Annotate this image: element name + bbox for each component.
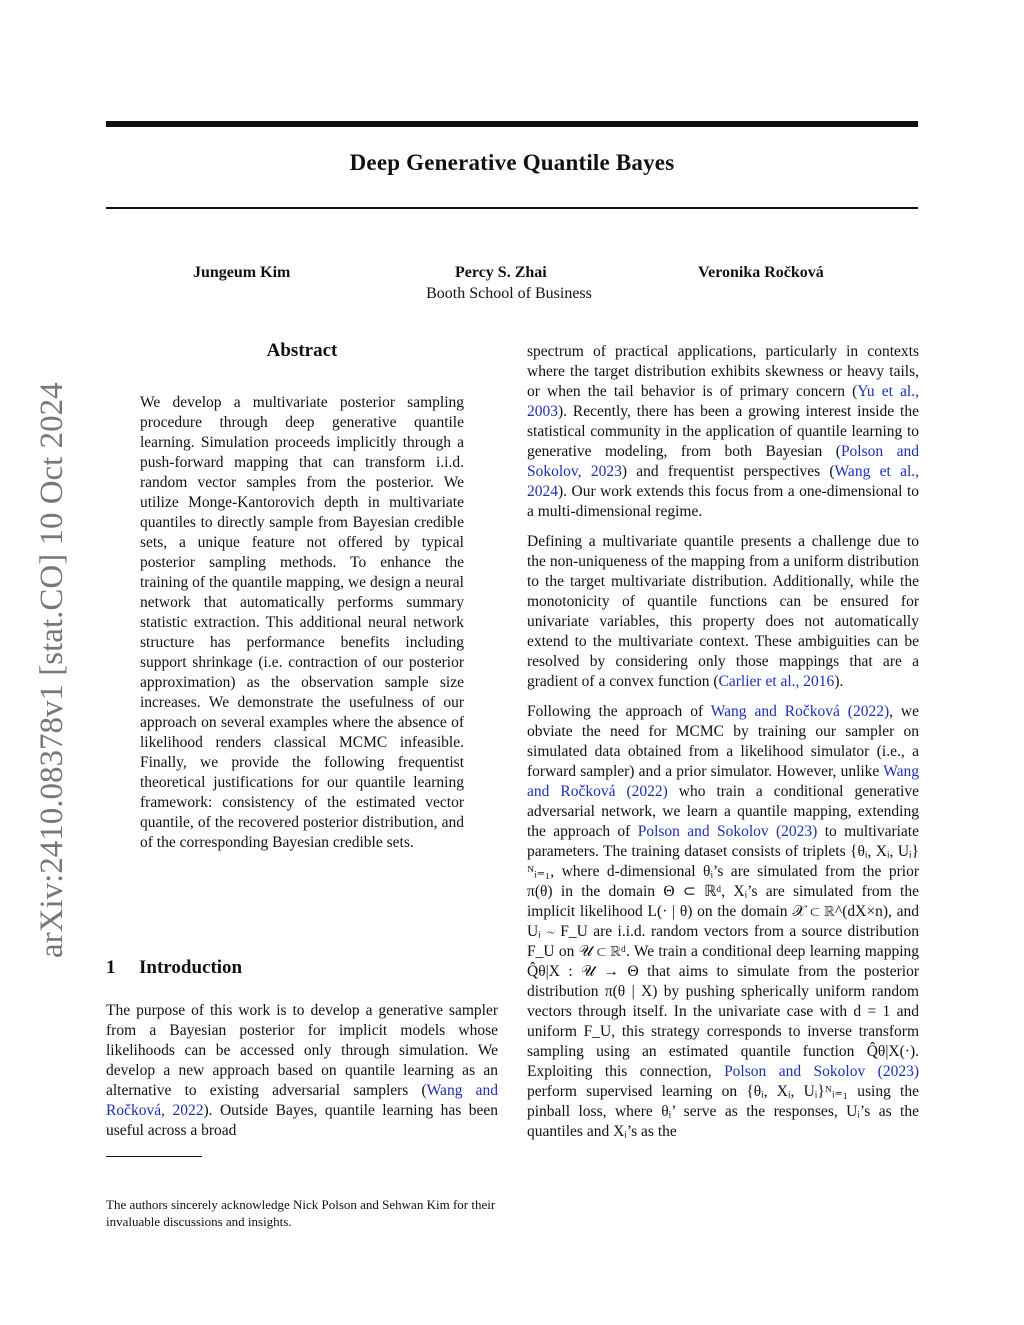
intro-paragraph: The purpose of this work is to develop a generative sampler from a Bayesian posterior for implicit models whose likelihoods can be accessed only through simulation. We develop a new approach based on quantile learning as an alternative to existing adversarial samplers (Wang and Ročková, 2022). Outside Bayes, quantile learning has been useful across a broad — [106, 1002, 498, 1139]
author-2: Percy S. Zhai — [455, 264, 547, 281]
citation-link[interactable]: Wang and Ročková, 2022 — [106, 1082, 498, 1119]
section-title: Introduction — [139, 957, 243, 978]
abstract-heading: Abstract — [266, 340, 338, 361]
citation-link[interactable]: Polson and Sokolov (2023) — [637, 823, 818, 840]
paragraph: spectrum of practical applications, particularly in contexts where the target distribution exhibits skewness or heavy tails, or when the tail behavior is of primary concern (Yu et al., 2003). Recently, there has been a growing interest inside the statistical community in the application of quantile learning to generative modeling, from both Bayesian (Polson and Sokolov, 2023) and frequentist perspectives (Wang et al., 2024). Our work extends this focus from a one-dimensional to a multi-dimensional regime. — [527, 343, 919, 520]
citation-link[interactable]: Wang et al., 2024 — [527, 463, 919, 500]
footnote-rule — [106, 1156, 202, 1157]
author-1: Jungeum Kim — [193, 264, 291, 281]
citation-link[interactable]: Carlier et al., 2016 — [718, 673, 835, 690]
citation-link[interactable]: Polson and Sokolov (2023) — [724, 1063, 919, 1080]
abstract-text: We develop a multivariate posterior sampling procedure through deep generative quantile learning. Simulation proceeds implicitly through a push-forward mapping that can transform i.i.d. random vector samples from the posterior. We utilize Monge-Kantorovich depth in multivariate quantiles to directly sample from Bayesian credible sets, a unique feature not offered by typical posterior sampling methods. To enhance the training of the quantile mapping, we design a neural network that automatically performs summary statistic extraction. This additional neural network structure has performance benefits including support shrinkage (i.e. contraction of our posterior approximation) as the observation sample size increases. We demonstrate the usefulness of our approach on several examples where the absence of likelihood renders classical MCMC infeasible. Finally, we provide the following frequentist theoretical justifications for our quantile learning framework: consistency of the estimated vector quantile, of the recovered posterior distribution, and of the corresponding Bayesian credible sets. — [140, 394, 464, 851]
footnote: The authors sincerely acknowledge Nick Polson and Sehwan Kim for their invaluable discussions and insights. — [106, 1197, 496, 1229]
citation-link[interactable]: Wang and Ročková (2022) — [710, 703, 890, 720]
citation-link[interactable]: Yu et al., 2003 — [527, 383, 919, 420]
citation-link[interactable]: Wang and Ročková (2022) — [527, 763, 919, 800]
paragraph: Following the approach of Wang and Ročková (2022), we obviate the need for MCMC by training our sampler on simulated data obtained from a likelihood simulator (i.e., a forward sampler) and a prior simulator. However, unlike Wang and Ročková (2022) who train a conditional generative adversarial network, we learn a quantile mapping, extending the approach of Polson and Sokolov (2023) to multivariate parameters. The training dataset consists of triplets {θᵢ, Xᵢ, Uᵢ}ᴺᵢ₌₁, where d-dimensional θᵢ’s are simulated from the prior π(θ) in the domain Θ ⊂ ℝᵈ, Xᵢ’s are simulated from the implicit likelihood L(· | θ) on the domain 𝒳 ⊂ ℝ^(dX×n), and Uᵢ ∼ F_U are i.i.d. random vectors from a source distribution F_U on 𝒰 ⊂ ℝᵈ. We train a conditional deep learning mapping Q̂θ|X : 𝒰 → Θ that aims to simulate from the posterior distribution π(θ | X) by pushing spherically uniform random vectors through itself. In the univariate case with d = 1 and uniform F_U, this strategy corresponds to inverse transform sampling using an estimated quantile function Q̂θ|X(·). Exploiting this connection, Polson and Sokolov (2023) perform supervised learning on {θᵢ, Xᵢ, Uᵢ}ᴺᵢ₌₁ using the pinball loss, where θᵢ’ serve as the responses, Uᵢ’s as the quantiles and Xᵢ’s as the — [527, 703, 919, 1140]
paragraph: Defining a multivariate quantile presents a challenge due to the non-uniqueness of the mapping from a uniform distribution to the target multivariate distribution. Additionally, while the monotonicity of quantile functions can be ensured for univariate variables, this property does not automatically extend to the multivariate context. These ambiguities can be resolved by considering only those mappings that are a gradient of a convex function (Carlier et al., 2016). — [527, 533, 919, 690]
author-3: Veronika Ročková — [698, 264, 824, 281]
affiliation: Booth School of Business — [426, 285, 592, 302]
title-rule-bottom — [106, 207, 918, 209]
section-number: 1 — [106, 957, 116, 978]
right-column — [527, 342, 919, 1152]
paper-title: Deep Generative Quantile Bayes — [349, 150, 675, 175]
title-rule-top — [106, 121, 918, 127]
arxiv-stamp: arXiv:2410.08378v1 [stat.CO] 10 Oct 2024 — [34, 382, 70, 958]
citation-link[interactable]: Polson and Sokolov, 2023 — [527, 443, 919, 480]
